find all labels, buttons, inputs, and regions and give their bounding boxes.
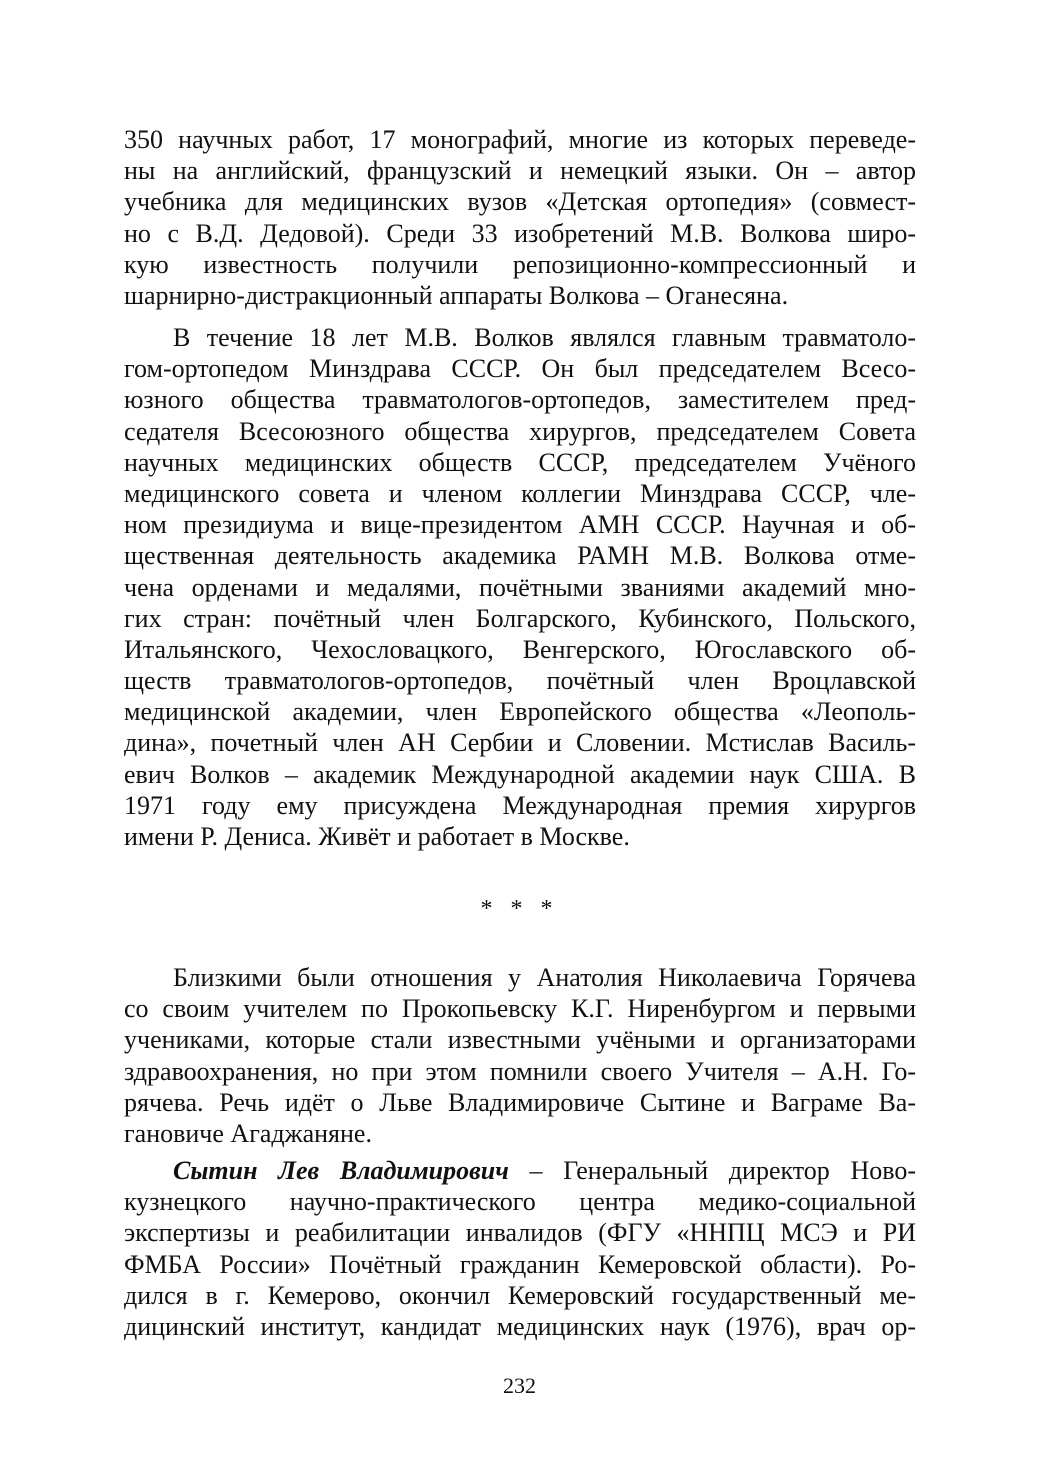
text-line: со своим учителем по Прокопьевску К.Г. Ниренбургом и первыми [124,994,916,1024]
text-line: имени Р. Дениса. Живёт и работает в Москве. [124,822,630,851]
person-name: Сытин Лев Владимирович [173,1156,509,1185]
text-line: но с В.Д. Дедовой). Среди 33 изобретений М.В. Волкова широ- [124,218,916,248]
text-line: шарнирно-дистракционный аппараты Волкова – Оганесяна. [124,280,789,310]
text-line: щественная деятельность академика РАМН М.В. Волкова отме- [124,541,916,571]
page-number: 232 [503,1373,536,1398]
text-line: чена орденами и медалями, почётными званиями академий мно- [124,572,916,602]
text-line: ФМБА России» Почётный гражданин Кемеровской области). Ро- [124,1249,916,1279]
text-line: экспертизы и реабилитации инвалидов (ФГУ «ННПЦ МСЭ и РИ [124,1218,916,1248]
text-line: юзного общества травматологов-ортопедов, заместителем пред- [124,385,916,415]
text-line: гом-ортопедом Минздрава СССР. Он был председателем Всесо- [124,354,916,384]
text-line: медицинского совета и членом коллегии Минздрава СССР, чле- [124,478,916,508]
text-line: В течение 18 лет М.В. Волков являлся главным травматоло- [173,323,916,352]
text-line: кузнецкого научно-практического центра медико-социальной [124,1187,916,1217]
text-line: дина», почетный член АН Сербии и Словении. Мстислав Василь- [124,728,916,758]
text-line: учебника для медицинских вузов «Детская ортопедия» (совмест- [124,187,916,217]
text-line: научных медицинских обществ СССР, председателем Учёного [124,447,916,477]
text-line: кую известность получили репозиционно-компрессионный и [124,249,916,279]
text-line: ном президиума и вице-президентом АМН СССР. Научная и об- [124,510,916,540]
text-line: медицинской академии, член Европейского общества «Леополь- [124,697,916,727]
text-line: рячева. Речь идёт о Льве Владимировиче Сытине и Ваграме Ва- [124,1087,916,1117]
paragraph-volkov-career [124,322,916,852]
text-line: ны на английский, французский и немецкий языки. Он – автор [124,156,916,186]
text-line: гих стран: почётный член Болгарского, Кубинского, Польского, [124,603,916,633]
paragraph-goryachev-relations [124,962,916,1149]
text-line: 350 научных работ, 17 монографий, многие из которых переведе- [124,125,916,154]
text-line [124,1155,916,1186]
text-line: гановиче Агаджаняне. [124,1118,372,1148]
text-line: здравоохранения, но при этом помнили своего Учителя – А.Н. Го- [124,1056,916,1086]
text-line: дицинский институт, кандидат медицинских наук (1976), врач ор- [124,1311,916,1341]
text-line: ществ травматологов-ортопедов, почётный член Вроцлавской [124,666,916,696]
paragraph-sytin-bio [124,1155,916,1342]
section-separator: * * * [480,896,559,922]
text-line: седателя Всесоюзного общества хирургов, председателем Совета [124,416,916,446]
text-fragment: – Генеральный директор Ново- [508,1156,917,1185]
text-line: учениками, которые стали известными учёными и организаторами [124,1025,916,1055]
text-line: дился в г. Кемерово, окончил Кемеровский государственный ме- [124,1280,916,1310]
text-line: Близкими были отношения у Анатолия Николаевича Горячева [173,963,916,992]
paragraph-volkov-works [124,124,916,311]
text-line: 1971 году ему присуждена Международная премия хирургов [124,790,916,820]
text-line: евич Волков – академик Международной академии наук США. В [124,759,916,789]
text-line: Итальянского, Чехословацкого, Венгерского, Югославского об- [124,634,916,664]
